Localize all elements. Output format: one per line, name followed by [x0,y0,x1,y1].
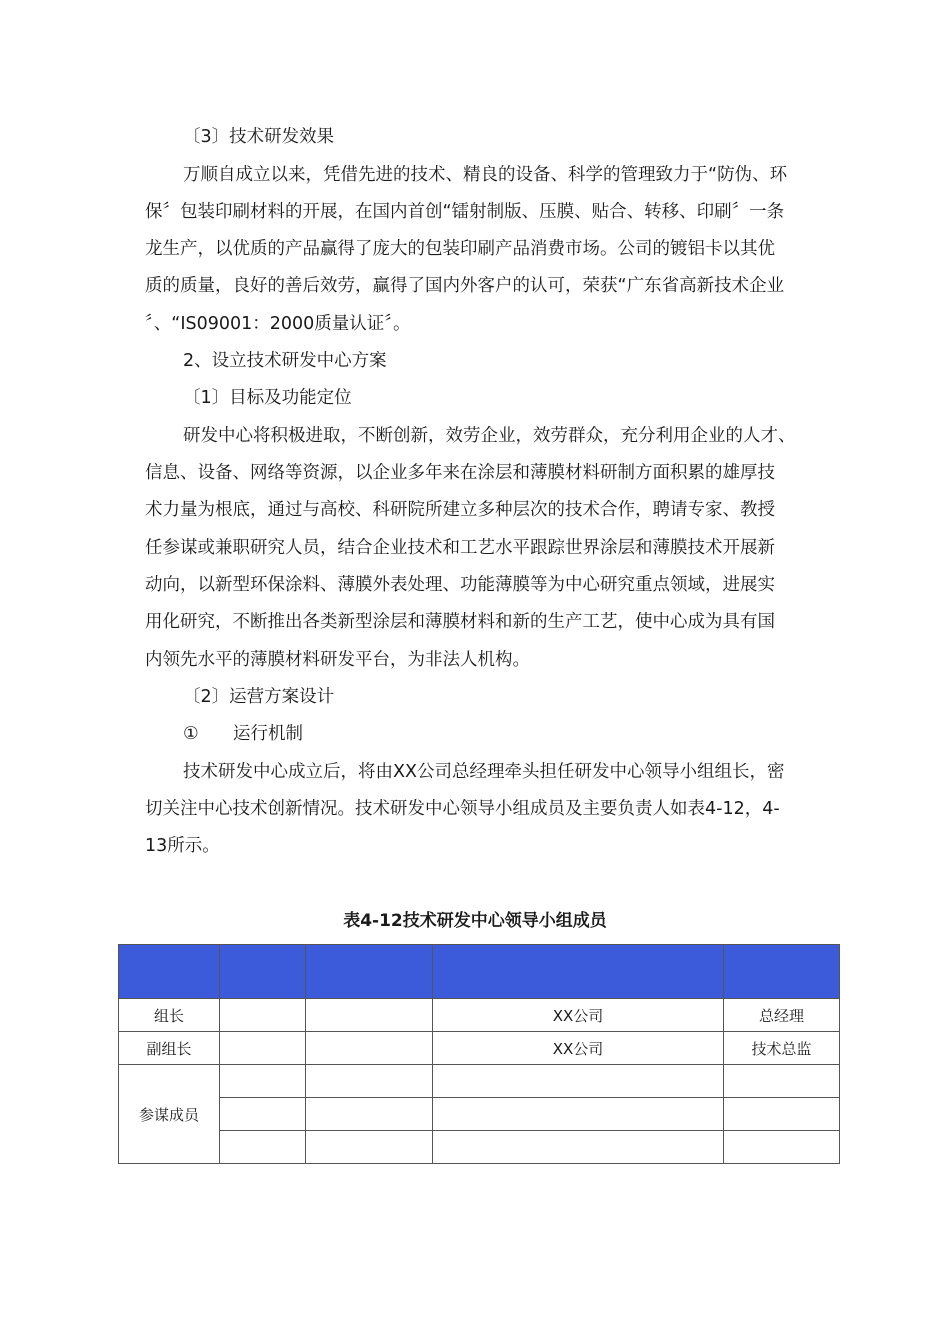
paragraph-line: 13所示。 [145,836,220,856]
paragraph-line: 研发中心将积极进取，不断创新，效劳企业，效劳群众，充分利用企业的人才、 [183,426,796,446]
header-cell [220,945,306,999]
table-row-advisor [119,1098,840,1131]
section-heading-plan: 2、设立技术研发中心方案 [183,351,387,371]
title-cell: 总经理 [724,999,840,1032]
empty-cell [306,1065,433,1098]
list-item-text: 运行机制 [233,724,303,744]
empty-cell [220,1065,306,1098]
empty-cell [433,1098,724,1131]
empty-cell [724,1065,840,1098]
header-cell [306,945,433,999]
empty-cell [306,1098,433,1131]
paragraph-line: 信息、设备、网络等资源，以企业多年来在涂层和薄膜材料研制方面积累的雄厚技 [145,463,775,483]
header-cell [119,945,220,999]
table-caption: 表4-12技术研发中心领导小组成员 [343,911,607,931]
empty-cell [220,1032,306,1065]
empty-cell [306,1032,433,1065]
paragraph-line: 万顺自成立以来，凭借先进的技术、精良的设备、科学的管理致力于“防伪、环 [183,165,788,185]
empty-cell [306,999,433,1032]
company-cell: XX公司 [433,999,724,1032]
table-row-advisor [119,1131,840,1164]
paragraph-line: 保〞包装印刷材料的开展，在国内首创“镭射制版、压膜、贴合、转移、印刷〞一条 [145,202,785,222]
header-cell [724,945,840,999]
paragraph-line: 龙生产，以优质的产品赢得了庞大的包装印刷产品消费市场。公司的镀铝卡以其优 [145,239,775,259]
members-table [118,944,840,1164]
paragraph-line: 动向，以新型环保涂料、薄膜外表处理、功能薄膜等为中心研究重点领域，进展实 [145,575,775,595]
list-item-mechanism [183,726,883,744]
paragraph-line: 术力量为根底，通过与高校、科研院所建立多种层次的技术合作，聘请专家、教授 [145,500,775,520]
table-row-advisor [119,1065,840,1098]
paragraph-line: 切关注中心技术创新情况。技术研发中心领导小组成员及主要负责人如表4-12，4- [145,799,780,819]
empty-cell [724,1131,840,1164]
role-cell: 参谋成员 [119,1065,220,1164]
role-cell: 组长 [119,999,220,1032]
table-row-leader [119,999,840,1032]
empty-cell [220,1098,306,1131]
empty-cell [220,1131,306,1164]
section-heading-results: 〔3〕技术研发效果 [183,127,335,147]
empty-cell [306,1131,433,1164]
table-header-row [119,945,840,999]
paragraph-line: 质的质量，良好的善后效劳，赢得了国内外客户的认可，荣获“广东省高新技术企业 [145,276,785,296]
paragraph-line: 〞、“IS09001：2000质量认证〞。 [145,314,411,334]
empty-cell [724,1098,840,1131]
company-cell: XX公司 [433,1032,724,1065]
empty-cell [433,1131,724,1164]
header-cell [433,945,724,999]
section-heading-goals: 〔1〕目标及功能定位 [183,388,352,408]
empty-cell [220,999,306,1032]
circled-number: ① [183,724,199,744]
table-row-deputy [119,1032,840,1065]
paragraph-line: 任参谋或兼职研究人员，结合企业技术和工艺水平跟踪世界涂层和薄膜技术开展新 [145,538,775,558]
empty-cell [433,1065,724,1098]
paragraph-line: 内领先水平的薄膜材料研发平台，为非法人机构。 [145,650,530,670]
section-heading-operations: 〔2〕运营方案设计 [183,687,335,707]
paragraph-line: 用化研究，不断推出各类新型涂层和薄膜材料和新的生产工艺，使中心成为具有国 [145,612,775,632]
paragraph-line: 技术研发中心成立后，将由XX公司总经理牵头担任研发中心领导小组组长，密 [183,762,785,782]
title-cell: 技术总监 [724,1032,840,1065]
role-cell: 副组长 [119,1032,220,1065]
